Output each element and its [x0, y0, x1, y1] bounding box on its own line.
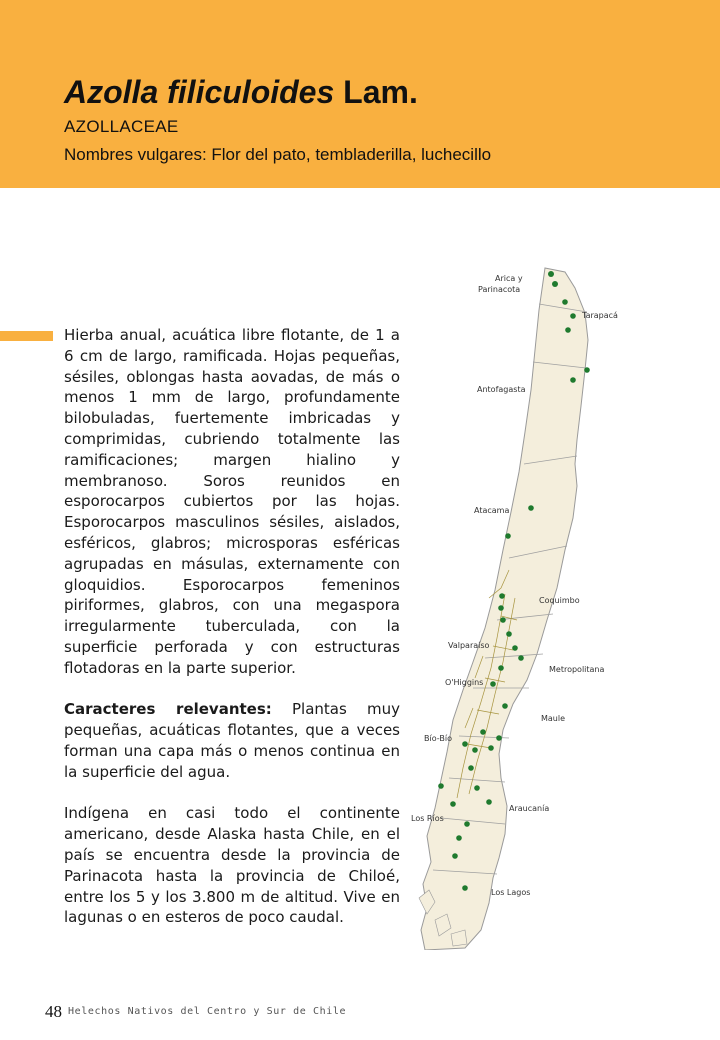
record-point: [502, 703, 508, 709]
record-point: [518, 655, 524, 661]
record-point: [570, 313, 576, 319]
record-point: [450, 801, 456, 807]
record-point: [496, 735, 502, 741]
record-point: [456, 835, 462, 841]
record-point: [486, 799, 492, 805]
author-abbreviation: Lam.: [334, 74, 418, 110]
relevant-characters-label: Caracteres relevantes:: [64, 700, 272, 719]
record-point: [506, 631, 512, 637]
species-description: [64, 325, 400, 949]
record-point: [464, 821, 470, 827]
record-point: [565, 327, 571, 333]
record-point: [528, 505, 534, 511]
record-point: [499, 593, 505, 599]
region-label-losrios: Los Ríos: [411, 814, 444, 823]
species-title: [64, 74, 418, 111]
record-point: [498, 605, 504, 611]
distribution-paragraph: Indígena en casi todo el continente americano, desde Alaska hasta Chile, en el país se encuentra desde la provincia de Parinacota hasta la provincia de Chiloé, entre los 5 y los 3.800 m de altitud. Vive en lagunas o en esteros de poco caudal.: [64, 804, 400, 927]
record-point: [452, 853, 458, 859]
relevant-characters-text: Plantas muy pequeñas, acuáticas flotantes, que a veces forman una capa más o menos continua en la superficie del agua.: [64, 700, 400, 781]
record-point: [480, 729, 486, 735]
region-label-valparaiso: Valparaíso: [448, 641, 490, 650]
page-number: 48: [45, 1002, 62, 1021]
region-label-maule: Maule: [541, 714, 566, 723]
distribution-map: [405, 258, 620, 950]
region-label-metropolitana: Metropolitana: [549, 665, 605, 674]
record-point: [462, 741, 468, 747]
scientific-name: Azolla filiculoides: [64, 74, 335, 110]
record-point: [490, 681, 496, 687]
region-label-ohiggins: O'Higgins: [445, 678, 484, 687]
description-paragraph: Hierba anual, acuática libre flotante, de 1 a 6 cm de largo, ramificada. Hojas pequeñas, sésiles, oblongas hasta aovadas, de más o menos 1 mm de largo, profundamente bilobuladas, fuertemente imbricadas y comprimidas, cubriendo totalmente las ramificaciones; margen hialino y membranoso. Soros reunidos en esporocarpos cubiertos por las hojas. Esporocarpos masculinos sésiles, aislados, esféricos, glabros; microsporas esféricas agrupadas en másulas, externamente con gloquidios. Esporocarpos femeninos piriformes, glabros, con una megaspora irregularmente tuberculada, con la superficie perforada y con estructuras flotadoras en la parte superior.: [64, 326, 400, 677]
family-name: AZOLLACEAE: [64, 117, 179, 136]
region-label-atacama: Atacama: [474, 506, 510, 515]
common-names: Nombres vulgares: Flor del pato, tembladerilla, luchecillo: [64, 145, 492, 164]
region-label-arica: Arica y: [495, 274, 523, 283]
record-point: [552, 281, 558, 287]
section-marker-bar: [0, 331, 53, 341]
region-label-biobio: Bío-Bío: [424, 734, 452, 743]
record-point: [474, 785, 480, 791]
record-point: [505, 533, 511, 539]
record-point: [462, 885, 468, 891]
record-point: [548, 271, 554, 277]
region-label-parinacota: Parinacota: [478, 285, 521, 294]
relevant-characters-paragraph: [64, 699, 400, 782]
record-point: [468, 765, 474, 771]
title-banner: [0, 0, 720, 188]
region-label-coquimbo: Coquimbo: [539, 596, 580, 605]
region-label-loslagos: Los Lagos: [491, 888, 531, 897]
region-label-tarapaca: Tarapacá: [582, 311, 618, 320]
record-point: [472, 747, 478, 753]
record-point: [512, 645, 518, 651]
region-label-araucania: Araucanía: [509, 804, 550, 813]
record-point: [584, 367, 590, 373]
record-point: [562, 299, 568, 305]
region-label-antofagasta: Antofagasta: [477, 385, 526, 394]
record-point: [500, 617, 506, 623]
running-footer-title: Helechos Nativos del Centro y Sur de Chile: [68, 1006, 347, 1017]
record-point: [438, 783, 444, 789]
record-point: [498, 665, 504, 671]
chile-outline: [421, 268, 588, 950]
record-point: [488, 745, 494, 751]
record-point: [570, 377, 576, 383]
